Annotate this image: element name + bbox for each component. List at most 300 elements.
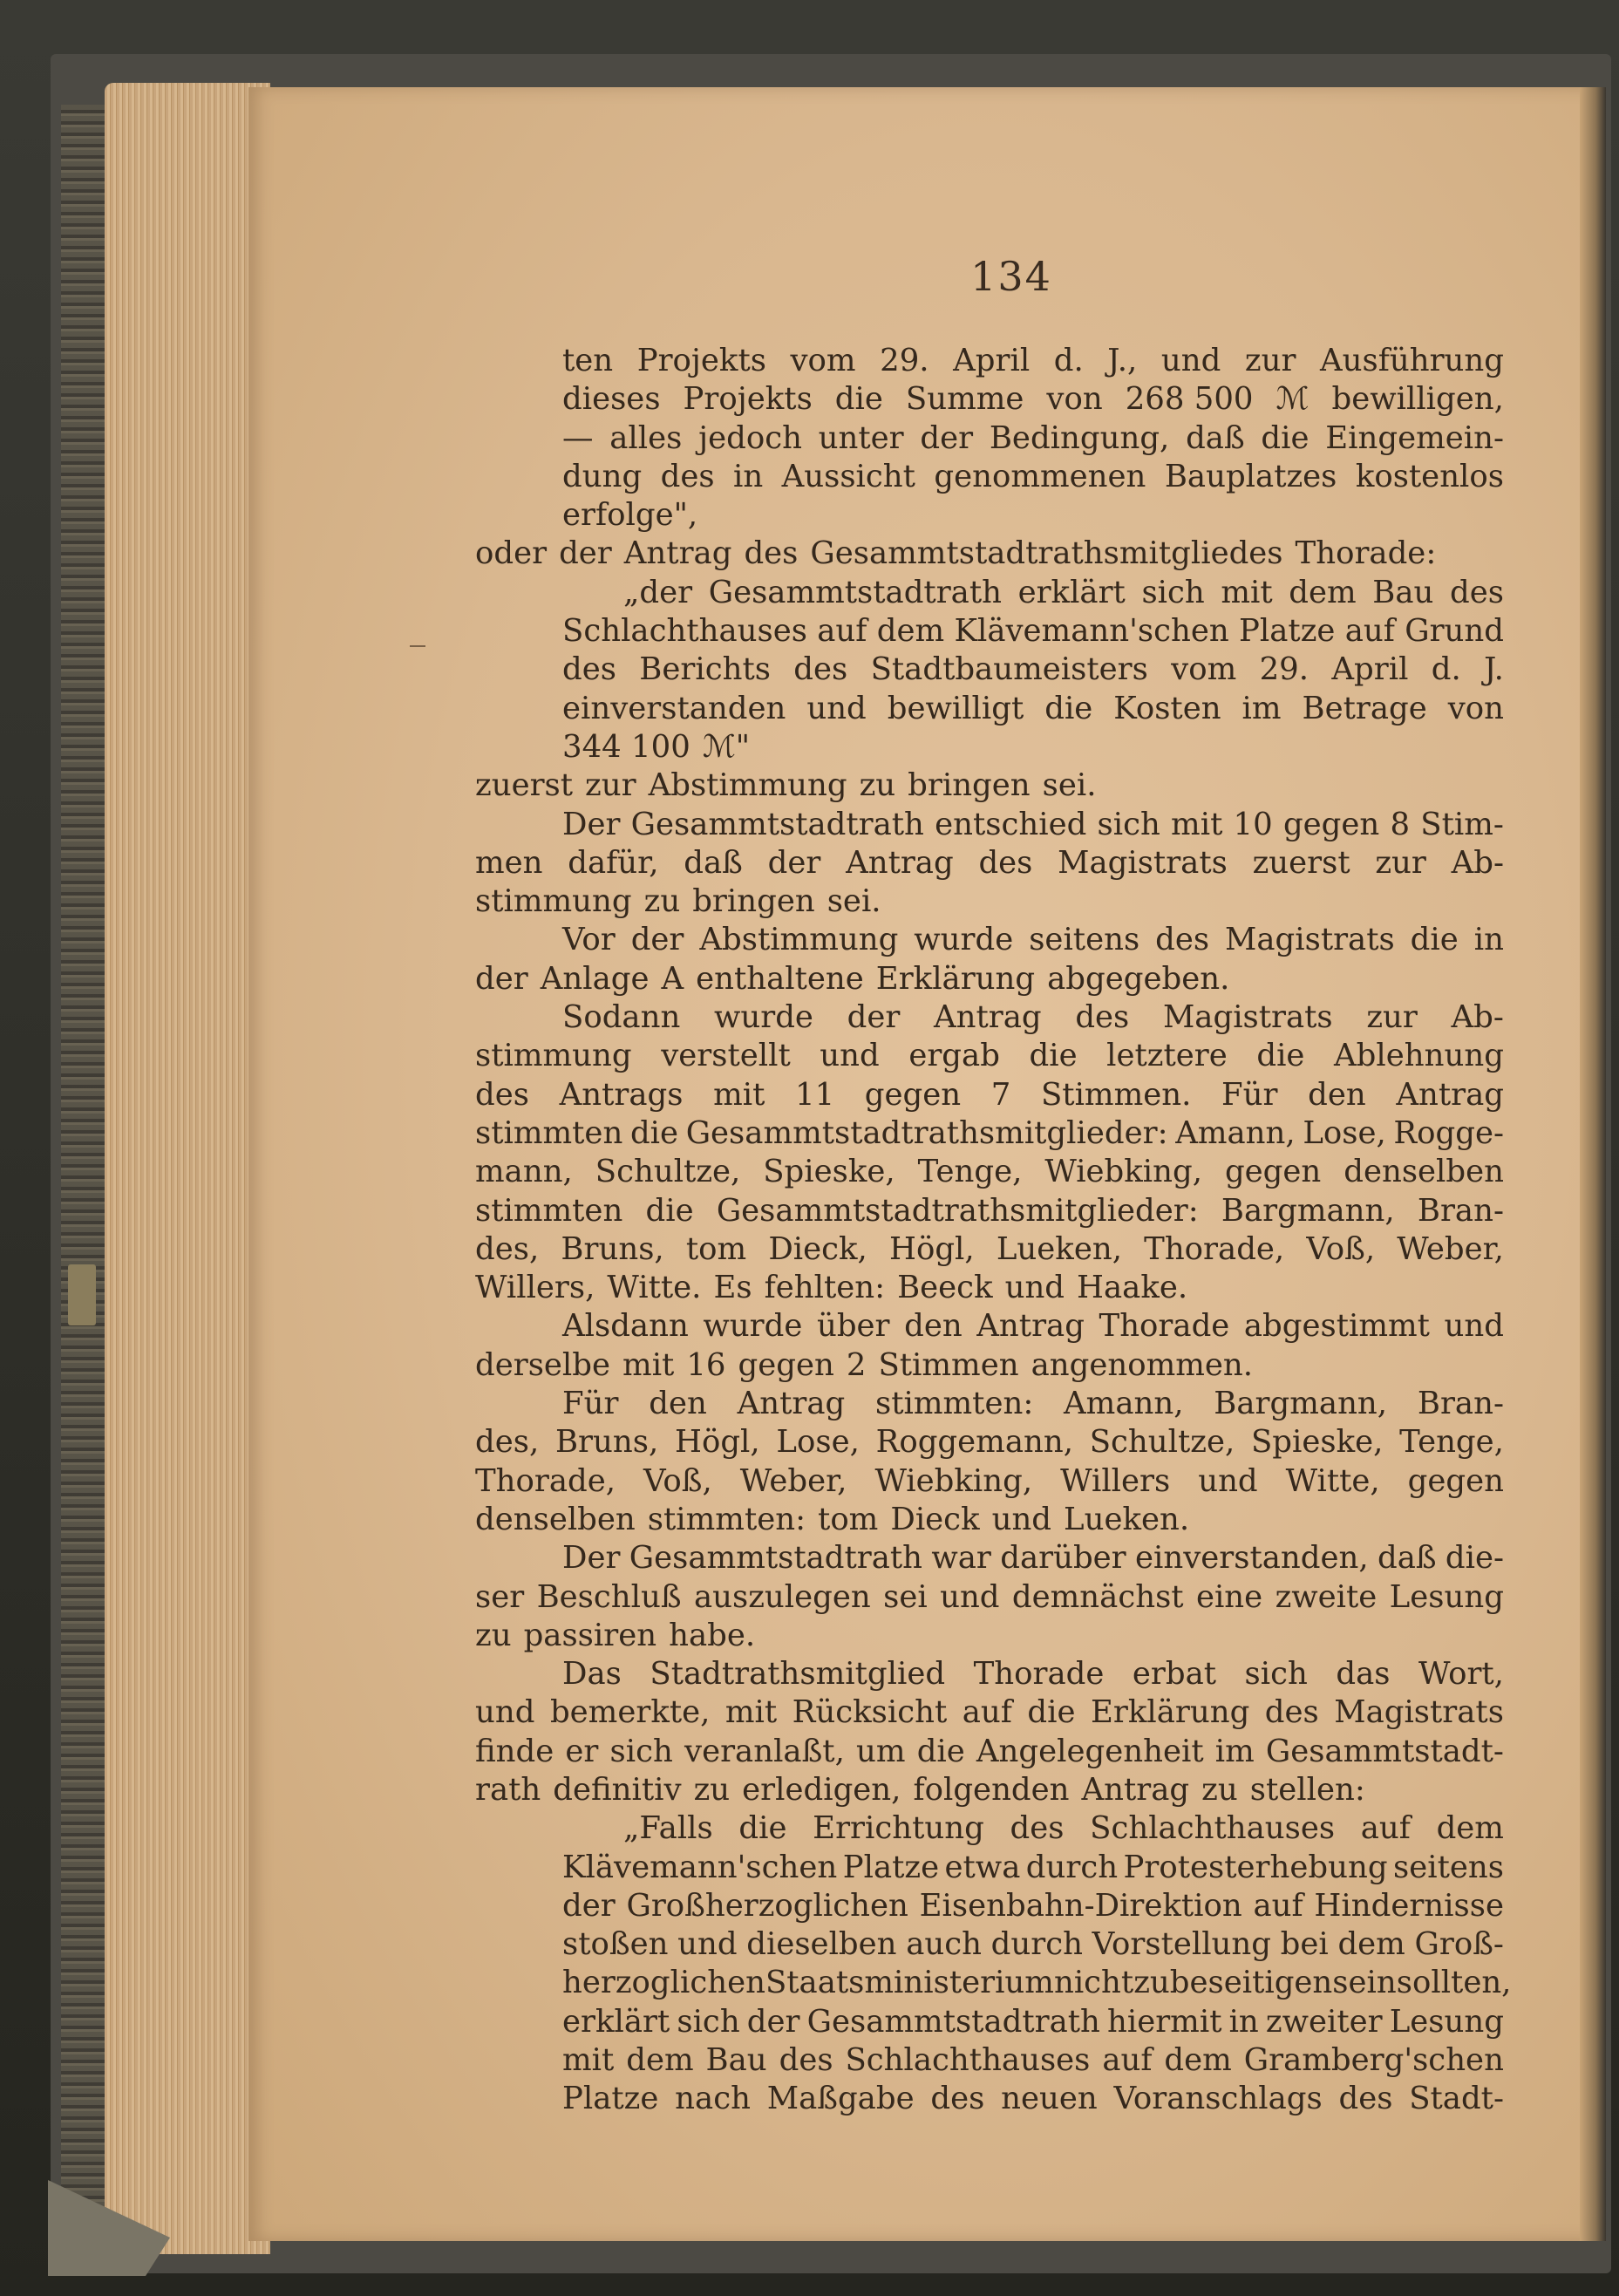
text-line [475,1307,1504,1346]
word: Der [562,1540,621,1577]
text-line [475,1076,1504,1114]
text-line [475,806,1504,844]
word: Magistrats [1162,999,1333,1036]
text-line [475,844,1504,882]
word: Lesung [1389,2003,1504,2040]
word: Stadtbaumeisters [870,651,1148,688]
word: erbat [1132,1656,1217,1693]
word: und [940,1578,1000,1615]
word: Roggemann, [875,1424,1073,1461]
word: den [649,1386,707,1422]
word: Alsdann [562,1308,689,1345]
word: Lueken, [996,1230,1122,1267]
word: erklärt [1017,574,1126,610]
word: Lose, [1303,1114,1386,1151]
word: der [847,999,901,1036]
word: von [1046,381,1103,418]
word: Thorade [973,1656,1105,1693]
word: tom [685,1230,747,1267]
word: Spieske, [1250,1424,1384,1461]
word: Bau [705,2042,767,2079]
word: wurde [703,1308,803,1345]
text-line [475,766,1504,805]
word: Lesung [1389,1578,1504,1615]
word: Berichts [639,651,771,688]
word: und [806,690,867,726]
word: Dieck [890,1501,980,1537]
word: Aussicht [781,458,915,494]
word: nicht [1053,1965,1134,2001]
word: Spieske, [763,1154,895,1190]
page-right-edge [1580,87,1606,2241]
word: Antrags [559,1076,684,1113]
word: ergab [908,1038,1000,1074]
word: zur [585,767,636,804]
text-line [475,1385,1504,1423]
word: er [565,1733,599,1769]
word: nach [675,2081,751,2117]
word: Anlage [540,960,650,997]
word: d. [1053,343,1084,378]
word: vom [1171,651,1237,688]
word: auf [1344,613,1395,650]
word: letztere [1106,1038,1228,1074]
word: mit [724,1694,778,1731]
word: auch [906,1926,982,1963]
word: Bruns, [554,1424,659,1461]
word: rath [475,1771,541,1808]
word: die [916,1733,965,1769]
word: Amann, [1175,1114,1296,1151]
word: seitens [1393,1849,1504,1885]
word: zweiter [1265,2003,1383,2040]
text-line [475,1192,1504,1230]
word: ℳ [1275,381,1309,418]
word: dem [626,2042,694,2079]
word: 16 [686,1346,726,1383]
word: und [820,1038,880,1074]
word: in [732,458,764,494]
word: denselben [1343,1154,1504,1190]
text-line [475,960,1504,998]
word: April [953,343,1031,378]
word: und [1004,1270,1065,1306]
word: darüber [1000,1540,1126,1577]
word: auf [817,613,867,650]
word: Grund [1405,613,1504,650]
word: einverstanden, [1134,1540,1369,1577]
word: die [834,381,883,418]
word: Eisenbahn-Direktion [919,1887,1242,1924]
body-text [475,342,1512,2119]
word: passiren [523,1617,657,1653]
word: stimmten: [875,1386,1034,1422]
word: des [1264,1694,1319,1731]
word: wurde [713,999,813,1036]
word: Stimmen [878,1346,1019,1383]
page-number: 134 [970,253,1052,300]
word: seitens [1029,922,1140,958]
word: der [475,960,528,997]
word: vom [790,343,856,378]
word: A [661,960,684,997]
text-line [475,1655,1504,1693]
word: sich [609,1733,673,1769]
word: im [1214,1733,1255,1769]
word: Weber, [739,1462,847,1499]
page-edges [105,83,270,2254]
word: genommenen [934,458,1146,494]
word: Maßgabe [766,2081,915,2117]
word: angenommen. [1031,1346,1254,1383]
word: Thorade: [1295,535,1437,572]
text-line [475,1462,1504,1501]
word: Rücksicht [792,1694,948,1731]
word: derselbe [475,1346,611,1383]
word: Hindernisse [1314,1887,1504,1924]
word: Amann, [1064,1386,1184,1422]
word: des [1075,999,1130,1036]
word: zur [1366,999,1418,1036]
text-line [475,1849,1504,1887]
word: Beeck [897,1270,993,1306]
word: dem [1164,2042,1232,2079]
word: sein [1332,1965,1397,2001]
word: und [475,1694,535,1731]
text-line [475,1230,1504,1269]
word: und [991,1501,1052,1537]
word: dung [562,458,643,494]
word: abgestimmt [1243,1308,1430,1345]
word: Magistrats [1225,922,1395,958]
word: folgenden [913,1771,1070,1808]
word: sei. [1042,767,1097,804]
word: gegen [1407,1462,1504,1499]
word: tom [818,1501,879,1537]
word: zu [643,883,681,920]
text-line [475,2041,1504,2080]
word: gegen [864,1076,962,1113]
word: Bau [1372,574,1434,610]
text-line [475,419,1504,458]
word: dafür, [568,844,659,881]
word: gegen [1282,806,1380,842]
word: mit [1221,574,1273,610]
word: J., [1107,343,1138,378]
text-line [475,690,1504,728]
word: Wort, [1418,1656,1504,1693]
word: die [1256,1038,1305,1074]
word: Högl, [889,1230,975,1267]
word: Rogge- [1393,1114,1504,1151]
binding-clip [68,1264,96,1325]
text-line [475,1346,1504,1385]
word: Bargmann, [1214,1386,1388,1422]
text-line [475,1539,1504,1577]
word: Thorade, [1144,1230,1285,1267]
word: dem [1289,574,1357,610]
word: Für [562,1386,619,1422]
word: denselben [475,1501,636,1537]
word: ℳ" [702,728,751,765]
word: Für [1221,1076,1278,1113]
word: Witte. [607,1270,702,1306]
word: zu [475,1617,512,1653]
text-line [475,1037,1504,1075]
word: Stim- [1420,806,1504,842]
margin-mark [410,645,425,647]
word: jedoch [698,419,802,456]
word: Gesammtstadtrathsmitgliedes [810,535,1283,572]
word: dem [1337,1926,1405,1963]
word: Schlachthauses [1090,1810,1336,1847]
word: ser [475,1578,525,1615]
word: Witte, [1285,1462,1380,1499]
word: Abstimmung [699,922,899,958]
word: Weber, [1397,1230,1504,1267]
text-line [475,1693,1504,1732]
word: des [1338,2081,1393,2117]
text-line [475,921,1504,959]
word: zu [1201,1771,1238,1808]
word: Gesammtstadtrathsmitglieder: [685,1114,1168,1151]
word: Ablehnung [1334,1038,1504,1074]
word: erfolge", [562,497,698,534]
word: Bedingung, [989,419,1170,456]
word: des [744,535,799,572]
word: daß [1377,1540,1437,1577]
word: mann, [475,1154,573,1190]
text-line [475,1771,1504,1809]
word: Groß- [1414,1926,1504,1963]
word: Vorstellung [1092,1926,1271,1963]
word: Gesammtstadtrath [708,574,1002,610]
word: beseitigen [1169,1965,1333,2001]
word: mit [562,2042,615,2079]
text-line [475,612,1504,651]
word: Dieck, [768,1230,867,1267]
word: demnächst [1011,1578,1184,1615]
word: des [475,1076,529,1113]
word: die [1044,690,1093,726]
text-line [475,2003,1504,2041]
word: über [816,1308,890,1345]
text-line [475,1617,1504,1655]
word: definitiv [553,1771,682,1808]
text-line [475,2080,1504,2118]
text-line [475,651,1504,689]
word: 2 [846,1346,867,1383]
word: sich [1244,1656,1308,1693]
word: stimmten: [647,1501,806,1537]
word: 11 [794,1076,835,1113]
word: des, [475,1424,540,1461]
word: zu [693,1771,731,1808]
word: zur [1244,343,1296,378]
word: des [1010,1810,1065,1847]
word: neuen [1001,2081,1098,2117]
word: Kosten [1113,690,1221,726]
word: und [1160,343,1221,378]
word: Antrag [623,535,732,572]
text-line [475,496,1504,535]
word: Gesammtstadtrathsmitglieder: [716,1192,1199,1229]
word: zur [1375,844,1426,881]
text-line [475,380,1504,419]
word: bringen [908,767,1031,804]
word: sich [1097,806,1160,842]
word: der [630,922,684,958]
word: im [1241,690,1282,726]
word: Thorade, [475,1462,616,1499]
word: J. [1484,651,1504,688]
word: stimmung [475,1038,632,1074]
word: und [1444,1308,1504,1345]
text-line [475,998,1504,1037]
word: Schlachthauses [562,613,807,650]
word: Schlachthauses [845,2042,1091,2079]
word: die [629,1114,679,1151]
text-line [475,1501,1504,1539]
word: die [645,1192,694,1229]
word: der [767,844,821,881]
word: des [779,2042,833,2079]
word: Ab- [1451,999,1504,1036]
word: das [1336,1656,1391,1693]
word: Erklärung [1090,1694,1250,1731]
word: enthaltene [696,960,864,997]
word: Tenge, [1399,1424,1504,1461]
word: d. [1431,651,1461,688]
word: hiermit [1106,2003,1222,2040]
text-line [475,1809,1504,1848]
word: Stimmen. [1040,1076,1192,1113]
word: dem [876,613,945,650]
word: unter [818,419,904,456]
word: durch [990,1926,1083,1963]
word: dieselben [746,1926,897,1963]
word: 10 [1233,806,1273,842]
word: Projekts [683,381,813,418]
word: auszulegen [693,1578,871,1615]
word: bei [1280,1926,1329,1963]
word: Bruns, [561,1230,664,1267]
word: war [931,1540,991,1577]
text-line [475,1887,1504,1925]
word: daß [684,844,743,881]
word: Antrag [976,1308,1085,1345]
text-line [475,1964,1512,2002]
word: die [738,1810,787,1847]
word: sich [677,2003,740,2040]
word: Gramberg'schen [1243,2042,1504,2079]
word: Tenge, [917,1154,1023,1190]
word: Der [562,806,621,842]
word: Voß, [643,1462,712,1499]
word: Sodann [562,999,681,1036]
word: Klävemann'schen [954,613,1229,650]
word: Platze [842,1849,940,1885]
word: Haake. [1077,1270,1188,1306]
word: die [1027,1694,1076,1731]
word: in [1473,922,1504,958]
word: den [904,1308,963,1345]
word: Willers, [475,1270,595,1306]
word: bringen [692,883,815,920]
word: Magistrats [1334,1694,1504,1731]
word: und [1198,1462,1258,1499]
word: Staatsministerium [765,1965,1054,2001]
word: Ab- [1451,844,1504,881]
word: abgegeben. [1047,960,1230,997]
word: mit [713,1076,765,1113]
word: des [562,651,616,688]
word: 29. [880,343,929,378]
word: auf [1102,2042,1153,2079]
word: die [1029,1038,1078,1074]
word: Bargmann, [1221,1192,1395,1229]
word: gegen [738,1346,834,1383]
word: des [660,458,715,494]
word: wurde [914,922,1014,958]
word: oder [475,535,548,572]
word: mit [622,1346,675,1383]
word: Lose, [776,1424,860,1461]
word: die- [1445,1540,1504,1577]
word: Klävemann'schen [562,1849,838,1885]
word: auf [962,1694,1012,1731]
word: finde [475,1733,554,1769]
word: Schultze, [1089,1424,1235,1461]
word: sei [883,1578,928,1615]
word: zu [1133,1965,1170,2001]
text-line [475,882,1504,921]
word: Protesterhebung [1123,1849,1388,1885]
word: und [677,1926,738,1963]
word: sollten, [1396,1965,1512,2001]
word: 29. [1259,651,1309,688]
text-line [475,574,1504,612]
word: zweite [1275,1578,1378,1615]
word: Antrag [737,1386,846,1422]
word: um [856,1733,906,1769]
word: Erklärung [875,960,1036,997]
word: fehlten: [764,1270,886,1306]
word: eine [1195,1578,1263,1615]
word: — [562,419,594,456]
word: Großherzoglichen [626,1887,908,1924]
word: Högl, [674,1424,760,1461]
word: erklärt [562,2003,670,2040]
word: 7 [990,1076,1011,1113]
word: Gesammtstadtrath [630,806,924,842]
word: einverstanden [562,690,786,726]
word: herzoglichen [562,1965,765,2001]
word: April [1331,651,1409,688]
word: Magistrats [1058,844,1228,881]
text-line [475,1733,1504,1771]
word: Lueken. [1064,1501,1190,1537]
word: zuerst [1252,844,1350,881]
word: des [1155,922,1210,958]
word: der [746,2003,800,2040]
text-line [475,728,1504,766]
word: Antrag [1081,1771,1190,1808]
word: die [1410,922,1459,958]
word: Stadtrathsmitglied [650,1656,946,1693]
text-line [475,1423,1504,1461]
word: Projekts [636,343,766,378]
